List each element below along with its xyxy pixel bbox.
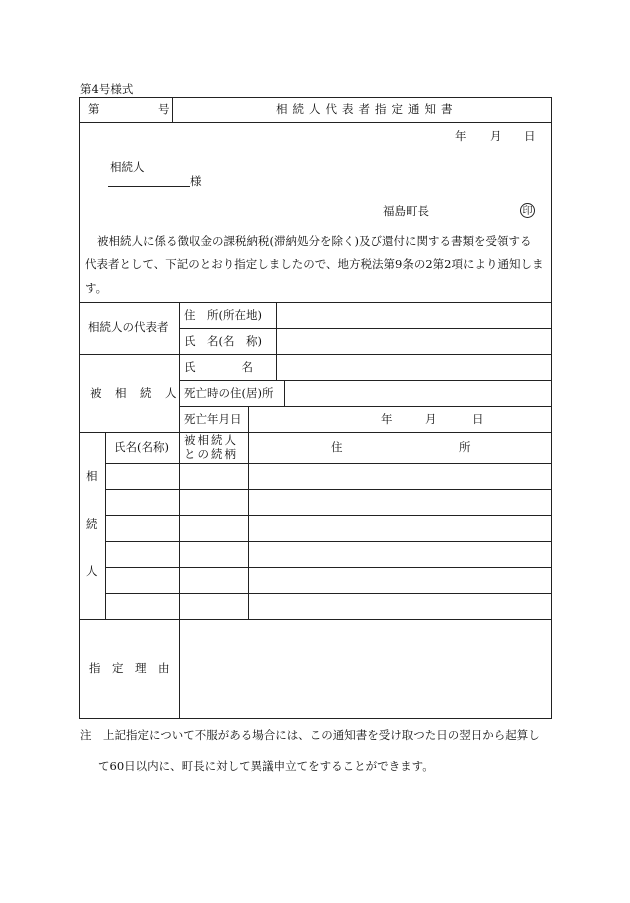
- heir-3-name-field[interactable]: [106, 516, 178, 540]
- seal-icon: 印: [520, 203, 535, 218]
- heir-6-name-field[interactable]: [106, 594, 178, 618]
- form-number: 第4号様式: [80, 82, 134, 96]
- number-suffix: 号: [158, 102, 170, 116]
- dec-death-day: 日: [472, 412, 484, 426]
- reason-label: 指 定 理 由: [89, 661, 170, 675]
- heir-1-address-field[interactable]: [249, 464, 550, 488]
- heirs-label-char-1: 相: [86, 469, 98, 483]
- heir-5-name-field[interactable]: [106, 568, 178, 592]
- dec-address-vline: [284, 380, 285, 406]
- heir-1-relation-field[interactable]: [180, 464, 247, 488]
- heir-bottom-line: [79, 619, 552, 620]
- label-col-vline: [179, 302, 180, 432]
- rep-value-vline: [276, 302, 277, 354]
- dec-name-vline: [276, 354, 277, 380]
- heir-2-relation-field[interactable]: [180, 490, 247, 514]
- heirs-label-char-2: 続: [86, 517, 98, 531]
- date-year-label: 年: [455, 129, 467, 143]
- dec-row-divider-1: [179, 380, 552, 381]
- heir-3-relation-field[interactable]: [180, 516, 247, 540]
- rep-address-label: 住 所(所在地): [184, 308, 262, 322]
- heirs-col-name: 氏名(名称): [114, 440, 169, 454]
- heir-6-relation-field[interactable]: [180, 594, 247, 618]
- heir-5-address-field[interactable]: [249, 568, 550, 592]
- heir-4-address-field[interactable]: [249, 542, 550, 566]
- dec-name-field[interactable]: [278, 356, 550, 379]
- body-text-line-1: 被相続人に係る徴収金の課税納税(滞納処分を除く)及び還付に関する書類を受領する: [97, 234, 532, 248]
- note-line-1: 注 上記指定について不服がある場合には、この通知書を受け取つた日の翌日から起算し: [80, 728, 540, 742]
- rep-row-divider: [179, 328, 552, 329]
- dec-bottom-line: [79, 432, 552, 433]
- heir-4-relation-field[interactable]: [180, 542, 247, 566]
- heir-1-name-field[interactable]: [106, 464, 178, 488]
- body-text-line-2: 代表者として、下記のとおり指定しましたので、地方税法第9条の2第2項により通知しま: [85, 257, 544, 271]
- rep-address-field[interactable]: [278, 304, 550, 327]
- heirs-label-char-3: 人: [86, 564, 98, 578]
- recipient-name-underline[interactable]: [108, 186, 190, 187]
- dec-death-year: 年: [381, 412, 393, 426]
- header-vline: [172, 97, 173, 122]
- dec-row-divider-2: [179, 406, 552, 407]
- date-month-label: 月: [490, 129, 502, 143]
- dec-death-date-label: 死亡年月日: [184, 412, 242, 426]
- number-field[interactable]: [100, 99, 156, 121]
- heir-2-name-field[interactable]: [106, 490, 178, 514]
- dec-name-label: 氏 名: [184, 360, 253, 374]
- dec-address-field[interactable]: [286, 382, 550, 405]
- heir-6-address-field[interactable]: [249, 594, 550, 618]
- dec-date-vline: [248, 406, 249, 432]
- recipient-honorific: 様: [190, 174, 202, 188]
- dec-address-label: 死亡時の住(居)所: [184, 386, 274, 400]
- rep-bottom-line: [79, 354, 552, 355]
- heir-4-name-field[interactable]: [106, 542, 178, 566]
- rep-name-label: 氏 名(名 称): [184, 334, 262, 348]
- representative-label: 相続人の代表者: [88, 320, 169, 334]
- note-line-2: て60日以内に、町長に対して異議申立てをすることができます。: [98, 759, 434, 773]
- decedent-label: 被 相 続 人: [90, 386, 178, 400]
- rep-name-field[interactable]: [278, 330, 550, 353]
- heir-5-relation-field[interactable]: [180, 568, 247, 592]
- dec-death-month: 月: [425, 412, 437, 426]
- heirs-col-address-2: 所: [459, 440, 471, 454]
- issuer-title: 福島町長: [383, 204, 429, 218]
- date-day-label: 日: [524, 129, 536, 143]
- header-divider: [79, 122, 552, 123]
- heirs-col-relation-line1: 被相続人: [184, 433, 238, 447]
- recipient-label: 相続人: [110, 160, 145, 174]
- heir-2-address-field[interactable]: [249, 490, 550, 514]
- body-text-line-3: す。: [85, 281, 108, 295]
- number-prefix: 第: [88, 102, 100, 116]
- heirs-col-relation-line2: との続柄: [184, 447, 238, 461]
- heir-3-address-field[interactable]: [249, 516, 550, 540]
- document-title: 相続人代表者指定通知書: [276, 102, 458, 116]
- table-top-line: [79, 302, 552, 303]
- reason-field[interactable]: [181, 621, 550, 717]
- heirs-col-address-1: 住: [331, 440, 343, 454]
